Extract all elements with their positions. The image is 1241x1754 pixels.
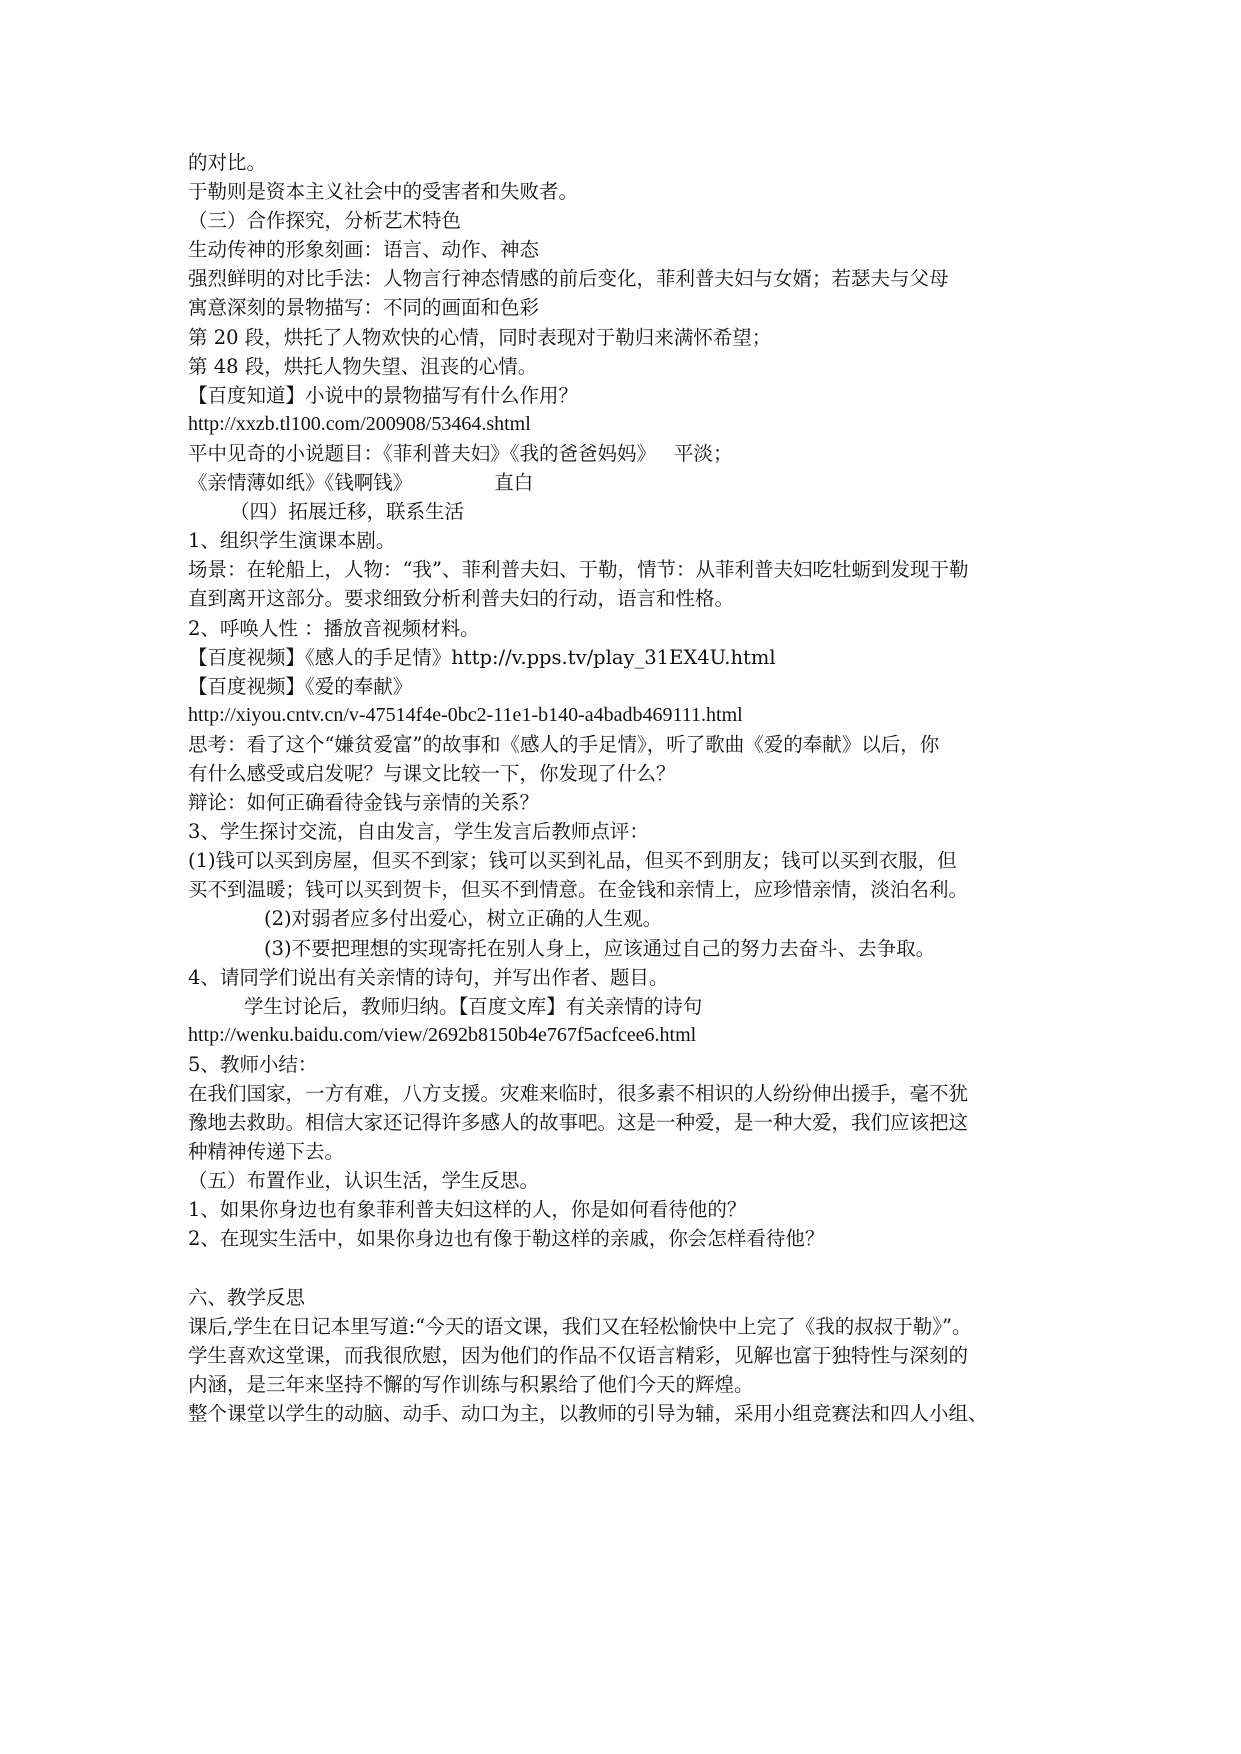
text-line: 3、学生探讨交流，自由发言，学生发言后教师点评：: [188, 820, 649, 844]
text-line: (1)钱可以买到房屋，但买不到家；钱可以买到礼品，但买不到朋友；钱可以买到衣服，但: [188, 849, 957, 873]
text-line: 寓意深刻的景物描写：不同的画面和色彩: [188, 296, 540, 320]
text-line: 的对比。: [188, 151, 267, 174]
text-line: 2、在现实生活中，如果你身边也有像于勒这样的亲戚，你会怎样看待他？: [188, 1227, 825, 1251]
text-line: 场景：在轮船上，人物：“我”、菲利普夫妇、于勒，情节：从菲利普夫妇吃牡蛎到发现于勒: [188, 558, 969, 582]
text-line: 思考：看了这个“嫌贫爱富”的故事和《感人的手足情》，听了歌曲《爱的奉献》以后，你: [188, 732, 940, 756]
text-line: 辩论：如何正确看待金钱与亲情的关系？: [188, 791, 540, 815]
text-line: 于勒则是资本主义社会中的受害者和失败者。: [188, 180, 579, 204]
title-style-label: 平淡；: [674, 441, 733, 465]
text-line: 第 48 段，烘托人物失望、沮丧的心情。: [188, 354, 538, 378]
text-line: 直到离开这部分。要求细致分析利普夫妇的行动，语言和性格。: [188, 587, 735, 611]
text-line: 学生讨论后，教师归纳。【百度文库】有关亲情的诗句: [244, 994, 703, 1018]
text-line: 4、请同学们说出有关亲情的诗句，并写出作者、题目。: [188, 965, 669, 989]
text-line: 种精神传递下去。: [188, 1140, 345, 1164]
text-line: [188, 468, 1068, 497]
text-line: 生动传神的形象刻画：语言、动作、神态: [188, 238, 540, 262]
text-line[interactable]: 【百度视频】《感人的手足情》http://v.pps.tv/play_31EX4U.html: [188, 645, 776, 669]
title-examples: 《亲情薄如纸》《钱啊钱》: [188, 471, 413, 495]
section-heading: （四）拓展迁移，联系生活: [230, 500, 465, 524]
section-heading: （三）合作探究，分析艺术特色: [188, 209, 462, 233]
text-line: 第 20 段，烘托了人物欢快的心情，同时表现对于勒归来满怀希望；: [188, 325, 772, 349]
title-style-label: 直白: [494, 471, 534, 495]
text-line: 5、教师小结：: [188, 1052, 318, 1076]
text-line: 【百度视频】《爱的奉献》: [188, 674, 413, 698]
text-line: 买不到温暖；钱可以买到贺卡，但买不到情意。在金钱和亲情上，应珍惜亲情，淡泊名利。: [188, 878, 969, 902]
text-line: (2)对弱者应多付出爱心，树立正确的人生观。: [264, 907, 663, 931]
text-line: 1、组织学生演课本剧。: [188, 529, 396, 553]
text-line: 有什么感受或启发呢？与课文比较一下，你发现了什么？: [188, 761, 676, 785]
title-examples: 平中见奇的小说题目：《菲利普夫妇》《我的爸爸妈妈》: [188, 441, 657, 465]
text-line: 【百度知道】小说中的景物描写有什么作用？: [188, 383, 579, 407]
text-line: 课后,学生在日记本里写道:“今天的语文课，我们又在轻松愉快中上完了《我的叔叔于勒》”。: [188, 1314, 972, 1338]
text-line: 整个课堂以学生的动脑、动手、动口为主，以教师的引导为辅，采用小组竞赛法和四人小组、: [188, 1402, 988, 1426]
text-line: 学生喜欢这堂课，而我很欣慰，因为他们的作品不仅语言精彩，见解也富于独特性与深刻的: [188, 1343, 969, 1367]
url-link[interactable]: http://wenku.baidu.com/view/2692b8150b4e767f5acfcee6.html: [188, 1023, 697, 1046]
blank-line: [188, 1254, 1068, 1283]
text-line: 内涵，是三年来坚持不懈的写作训练与积累给了他们今天的辉煌。: [188, 1372, 754, 1396]
text-line: 1、如果你身边也有象菲利普夫妇这样的人，你是如何看待他的？: [188, 1198, 747, 1222]
text-line: [188, 439, 1068, 468]
url-link[interactable]: http://xxzb.tl100.com/200908/53464.shtml: [188, 412, 531, 435]
text-line: (3)不要把理想的实现寄托在别人身上，应该通过自己的努力去奋斗、去争取。: [264, 936, 936, 960]
text-line: 2、呼唤人性 ：播放音视频材料。: [188, 616, 480, 640]
section-heading: 六、教学反思: [188, 1285, 306, 1309]
text-line: 强烈鲜明的对比手法：人物言行神态情感的前后变化，菲利普夫妇与女婿；若瑟夫与父母: [188, 267, 949, 291]
document-body: [188, 148, 1068, 1428]
url-link[interactable]: http://xiyou.cntv.cn/v-47514f4e-0bc2-11e1-b140-a4badb469111.html: [188, 703, 743, 726]
text-line: 在我们国家，一方有难，八方支援。灾难来临时，很多素不相识的人纷纷伸出援手，毫不犹: [188, 1082, 969, 1105]
text-line: 豫地去救助。相信大家还记得许多感人的故事吧。这是一种爱，是一种大爱，我们应该把这: [188, 1111, 969, 1135]
section-heading: （五）布置作业，认识生活，学生反思。: [188, 1169, 540, 1193]
